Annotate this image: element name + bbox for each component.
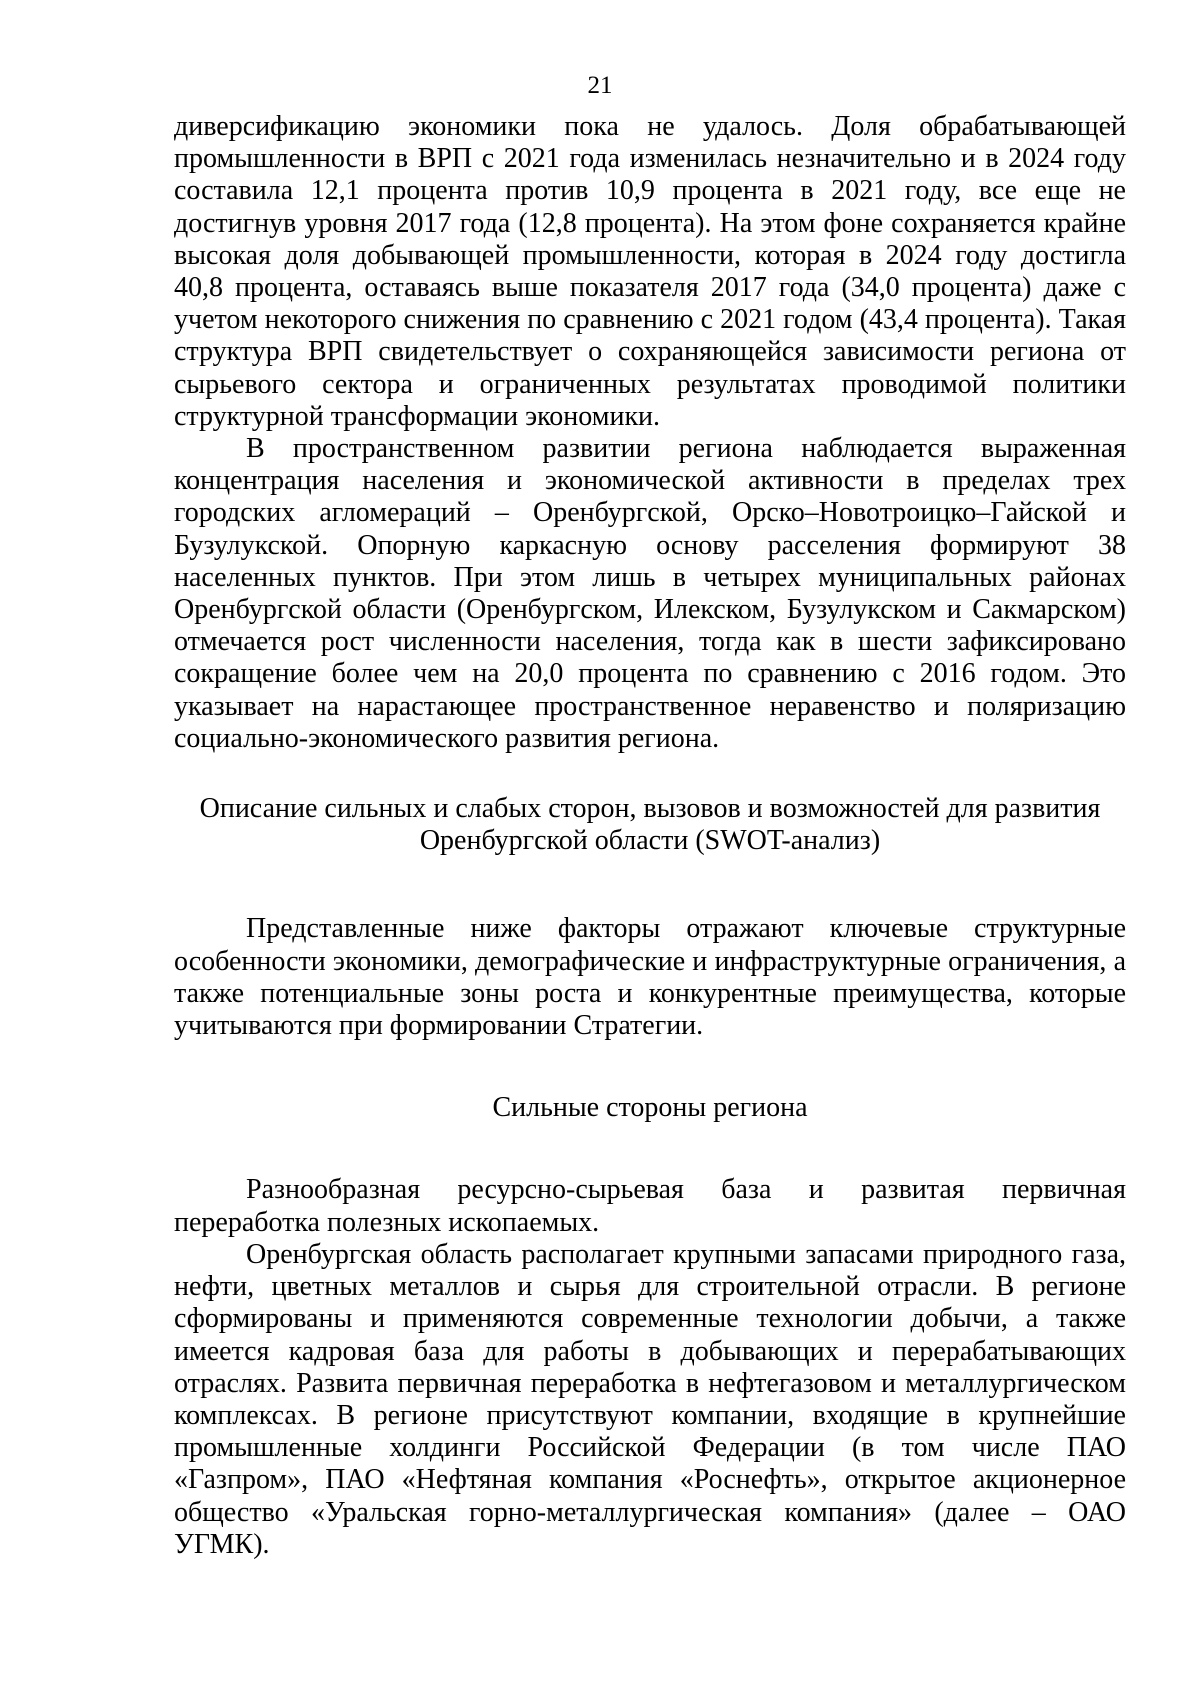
spacer [174,1042,1126,1092]
paragraph-spatial-development: В пространственном развитии региона наблюдается выраженная концентрация населения и экономической активности в пределах трех городских агломераций – Оренбургской, Орско–Новотроицко–Гайской и Бузулукской. Опорную каркасную основу расселения формируют 38 населенных пунктов. При этом лишь в четырех муниципальных районах Оренбургской области (Оренбургском, Илекском, Бузулукском и Сакмарском) отмечается рост численности населения, тогда как в шести зафиксировано сокращение более чем на 20,0 процента по сравнению с 2016 годом. Это указывает на нарастающее пространственное неравенство и поляризацию социально-экономического развития региона. [174,433,1126,754]
paragraph-resource-base: Разнообразная ресурсно-сырьевая база и развитая первичная переработка полезных ископаемых. [174,1174,1126,1238]
paragraph-swot-intro: Представленные ниже факторы отражают ключевые структурные особенности экономики, демографические и инфраструктурные ограничения, а также потенциальные зоны роста и конкурентные преимущества, которые учитываются при формировании Стратегии. [174,913,1126,1042]
swot-heading-line-2: Оренбургской области (SWOT-анализ) [419,825,881,857]
page-number: 21 [587,72,613,99]
swot-heading-line-1: Описание сильных и слабых сторон, вызовов и возможностей для развития [199,793,1101,825]
document-body [174,111,1126,1561]
paragraph-economy-structure: диверсификацию экономики пока не удалось. Доля обрабатывающей промышленности в ВРП с 2021 года изменилась незначительно и в 2024 году составила 12,1 процента против 10,9 процента в 2021 году, все еще не достигнув уровня 2017 года (12,8 процента). На этом фоне сохраняется крайне высокая доля добывающей промышленности, которая в 2024 году достигла 40,8 процента, оставаясь выше показателя 2017 года (34,0 процента) даже с учетом некоторого снижения по сравнению с 2021 годом (43,4 процента). Такая структура ВРП свидетельствует о сохраняющейся зависимости региона от сырьевого сектора и ограниченных результатах проводимой политики структурной трансформации экономики. [174,111,1126,432]
spacer [174,755,1126,793]
strengths-heading: Сильные стороны региона [492,1092,808,1124]
spacer [174,857,1126,913]
paragraph-resource-details: Оренбургская область располагает крупными запасами природного газа, нефти, цветных металлов и сырья для строительной отрасли. В регионе сформированы и применяются современные технологии добычи, а также имеется кадровая база для работы в добывающих и перерабатывающих отраслях. Развита первичная переработка в нефтегазовом и металлургическом комплексах. В регионе присутствуют компании, входящие в крупнейшие промышленные холдинги Российской Федерации (в том числе ПАО «Газпром», ПАО «Нефтяная компания «Роснефть», открытое акционерное общество «Уральская горно-металлургическая компания» (далее – ОАО УГМК). [174,1238,1126,1560]
spacer [174,1124,1126,1174]
